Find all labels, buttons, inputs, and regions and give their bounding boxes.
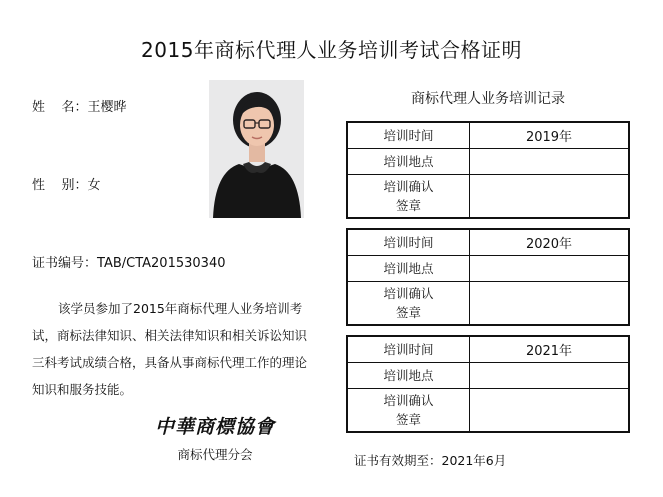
training-year: 2020年 [470, 229, 630, 255]
gender-row [32, 174, 101, 193]
training-confirm-line2: 签章 [395, 197, 421, 213]
validity-date: 证书有效期至：2021年6月 [354, 453, 507, 468]
record-table-2021 [346, 335, 630, 433]
record-title: 商标代理人业务培训记录 [411, 91, 565, 107]
portrait-image [209, 80, 304, 218]
training-confirm-line2: 签章 [395, 304, 421, 320]
training-place-label: 培训地点 [347, 362, 470, 388]
training-confirm-line1: 培训确认 [383, 178, 434, 194]
training-confirm-line1: 培训确认 [383, 285, 434, 301]
training-place-label: 培训地点 [347, 148, 470, 174]
training-place-value [470, 362, 630, 388]
portrait-photo [209, 80, 304, 218]
training-confirm-label [347, 281, 470, 325]
branch-name: 商标代理分会 [177, 447, 253, 462]
training-confirm-value [470, 281, 630, 325]
training-confirm-label [347, 174, 470, 218]
training-place-label: 培训地点 [347, 255, 470, 281]
certificate-number-row [32, 252, 225, 271]
training-time-label: 培训时间 [347, 229, 470, 255]
name-value: 王樱晔 [87, 100, 127, 115]
gender-value: 女 [87, 178, 101, 193]
training-confirm-label [347, 388, 470, 432]
training-confirm-value [470, 174, 630, 218]
training-confirm-value [470, 388, 630, 432]
training-confirm-line1: 培训确认 [383, 392, 434, 408]
association-signature-graphic [150, 413, 280, 439]
training-place-value [470, 148, 630, 174]
name-row [32, 96, 127, 115]
gender-label: 性 别： [32, 178, 88, 193]
association-signature [150, 413, 280, 444]
record-table-2020 [346, 228, 630, 326]
statement-paragraph: 该学员参加了2015年商标代理人业务培训考试，商标法律知识、相关法律知识和相关诉讼知识三科考试成绩合格，具备从事商标代理工作的理论知识和服务技能。 [32, 301, 308, 397]
training-confirm-line2: 签章 [395, 411, 421, 427]
training-time-label: 培训时间 [347, 336, 470, 362]
certificate-number-label: 证书编号： [32, 256, 98, 271]
name-label: 姓 名： [32, 100, 88, 115]
svg-text:中華商標協會: 中華商標協會 [154, 416, 276, 438]
training-place-value [470, 255, 630, 281]
record-table-2019 [346, 121, 630, 219]
certificate-title: 2015年商标代理人业务培训考试合格证明 [141, 38, 522, 62]
training-time-label: 培训时间 [347, 122, 470, 148]
certificate-number-value: TAB/CTA201530340 [97, 256, 226, 271]
training-year: 2019年 [470, 122, 630, 148]
training-year: 2021年 [470, 336, 630, 362]
